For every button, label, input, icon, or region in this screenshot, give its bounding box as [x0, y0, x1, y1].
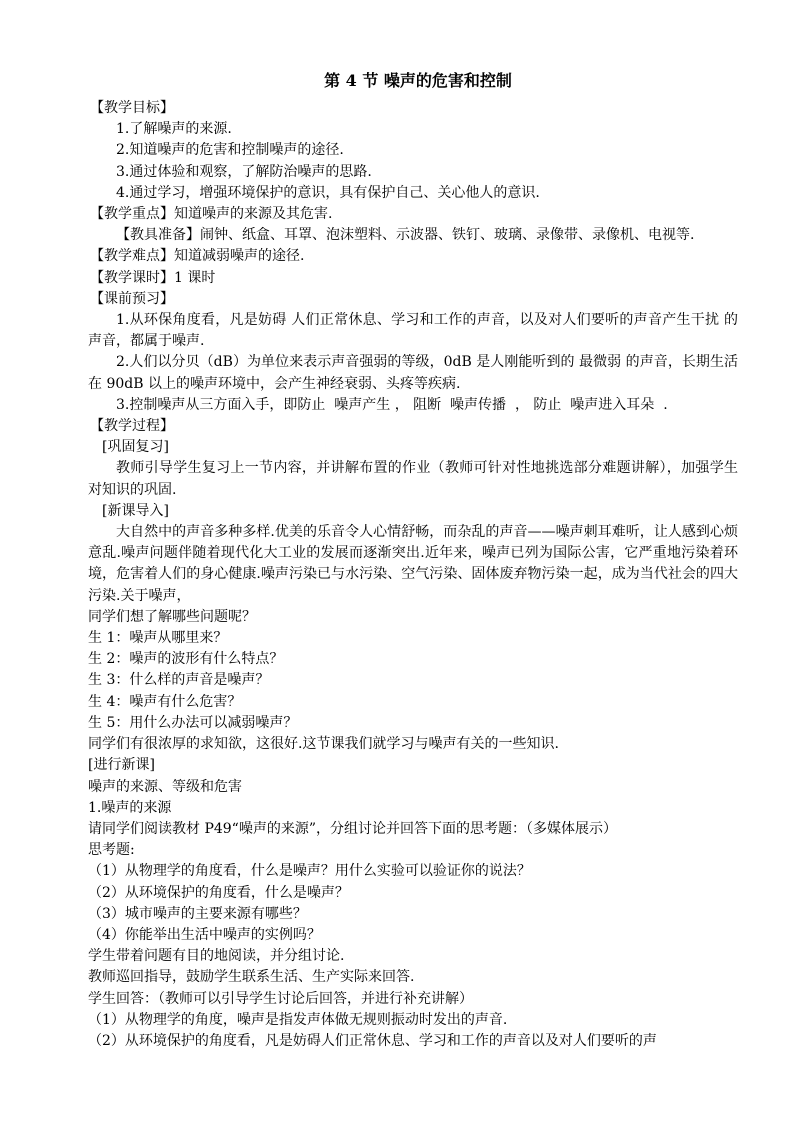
student-question: 生 5：用什么办法可以减弱噪声？ — [88, 714, 298, 731]
answer-label: 学生回答：（教师可以引导学生讨论后回答，并进行补充讲解） — [88, 990, 473, 1007]
activity-text: 学生带着问题有目的地阅读，并分组讨论. — [88, 948, 345, 965]
periods: 【教学课时】1 课时 — [90, 269, 216, 286]
reading-task: 请同学们阅读教材 P49“噪声的来源”，分组讨论并回答下面的思考题：（多媒体展示） — [88, 820, 617, 837]
intro-text: 大自然中的声音多种多样.优美的乐音令人心情舒畅，而杂乱的声音——噪声刺耳难听，让人感到心烦意乱.噪声问题伴随着现代化大工业的发展而逐渐突出.近年来，噪声已列为国际公害，它严重地污染着环境，危害着人们的身心健康.噪声污染已与水污染、空气污染、固体废弃物污染一起，成为当代社会的四大污染.关于噪声， — [88, 524, 738, 604]
key-points: 【教学重点】知道噪声的来源及其危害. — [90, 206, 333, 223]
think-question: （1）从物理学的角度看，什么是噪声？用什么实验可以验证你的说法？ — [88, 863, 531, 880]
document-page — [88, 70, 738, 1052]
sub-title: 1.噪声的来源 — [88, 799, 172, 816]
think-question: （3）城市噪声的主要来源有哪些？ — [88, 905, 307, 922]
equipment: 【教具准备】闹钟、纸盒、耳罩、泡沫塑料、示波器、铁钉、玻璃、录像带、录像机、电视等. — [116, 227, 695, 244]
review-text: 教师引导学生复习上一节内容，并讲解布置的作业（教师可针对性地挑选部分难题讲解），加强学生对知识的巩固. — [88, 460, 738, 498]
student-question: 生 3：什么样的声音是噪声？ — [88, 672, 270, 689]
student-question: 生 1：噪声从哪里来？ — [88, 630, 228, 647]
preview-heading: 【课前预习】 — [90, 290, 174, 307]
new-lesson-heading: [进行新课] — [88, 757, 155, 774]
think-question: （2）从环境保护的角度看，什么是噪声？ — [88, 884, 349, 901]
preview-item: 2.人们以分贝（dB）为单位来表示声音强弱的等级，0dB 是人刚能听到的 最微弱 的声音，长期生活在 90dB 以上的噪声环境中，会产生神经衰弱、头疼等疾病. — [88, 354, 738, 392]
question-prompt: 同学们想了解哪些问题呢？ — [88, 608, 256, 625]
section-title: 噪声的来源、等级和危害 — [88, 778, 242, 795]
objective-item: 4.通过学习，增强环境保护的意识，具有保护自己、关心他人的意识. — [116, 184, 540, 201]
student-question: 生 4：噪声有什么危害？ — [88, 693, 242, 710]
think-label: 思考题: — [88, 842, 135, 859]
think-question: （4）你能举出生活中噪声的实例吗？ — [88, 926, 321, 943]
objective-item: 2.知道噪声的危害和控制噪声的途径. — [116, 142, 344, 159]
process-heading: 【教学过程】 — [90, 418, 174, 435]
answer-item: （2）从环境保护的角度看，凡是妨碍人们正常休息、学习和工作的声音以及对人们要听的声 — [88, 1032, 657, 1049]
preview-item: 3.控制噪声从三方面入手，即防止 噪声产生 ， 阻断 噪声传播 ， 防止 噪声进入耳朵 . — [116, 396, 668, 413]
review-heading: [巩固复习] — [102, 439, 169, 456]
objectives-heading: 【教学目标】 — [90, 100, 174, 116]
answer-item: （1）从物理学的角度，噪声是指发声体做无规则振动时发出的声音. — [88, 1011, 508, 1028]
page-title: 第 4 节 噪声的危害和控制 — [324, 71, 512, 90]
objective-item: 1.了解噪声的来源. — [116, 121, 232, 138]
difficulties: 【教学难点】知道减弱噪声的途径. — [90, 248, 305, 265]
objective-item: 3.通过体验和观察，了解防治噪声的思路. — [116, 163, 372, 180]
transition-text: 同学们有很浓厚的求知欲，这很好.这节课我们就学习与噪声有关的一些知识. — [88, 736, 559, 753]
activity-text: 教师巡回指导，鼓励学生联系生活、生产实际来回答. — [88, 969, 415, 986]
intro-heading: [新课导入] — [102, 502, 169, 519]
student-question: 生 2：噪声的波形有什么特点？ — [88, 651, 284, 668]
preview-item: 1.从环保角度看，凡是妨碍 人们正常休息、学习和工作的声音，以及对人们要听的声音产生干扰 的声音，都属于噪声. — [88, 312, 738, 350]
